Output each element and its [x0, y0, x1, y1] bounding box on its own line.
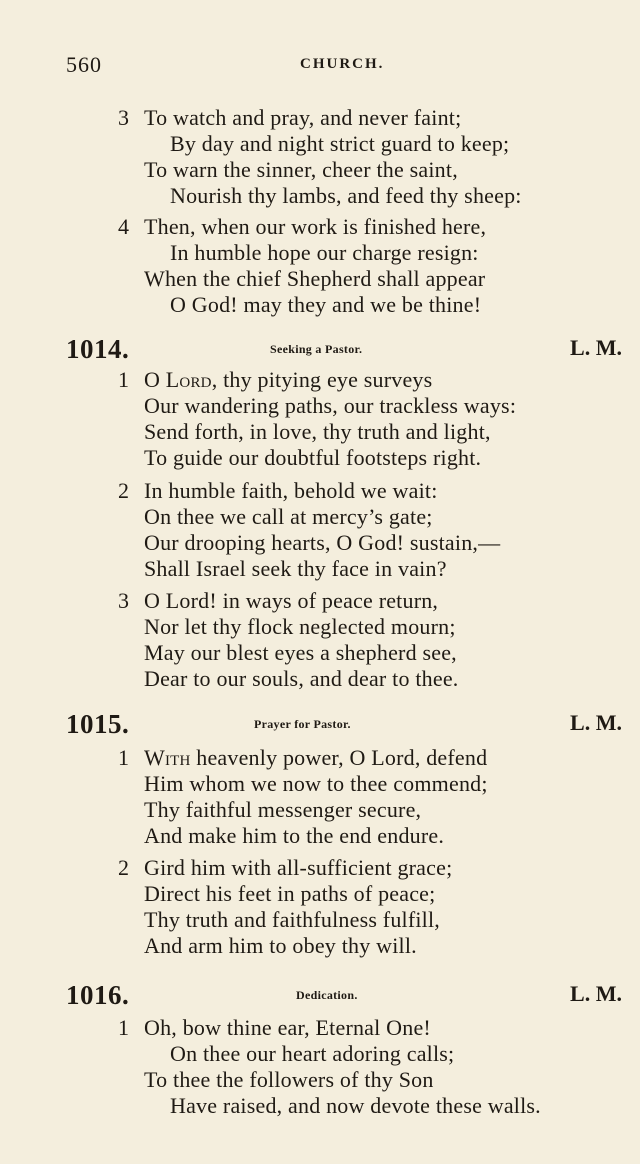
- verse-line-rest: heavenly power, O Lord, defend: [190, 745, 488, 770]
- verse-number: 2: [118, 855, 129, 880]
- verse-line: Our wandering paths, our trackless ways:: [144, 393, 517, 418]
- verse-line: O God! may they and we be thine!: [170, 292, 482, 317]
- verse-number: 3: [118, 588, 129, 613]
- verse-line: By day and night strict guard to keep;: [170, 131, 510, 156]
- hymn-meter: L. M.: [570, 710, 622, 735]
- hymn-number: 1016.: [66, 980, 130, 1010]
- verse-line: Our drooping hearts, O God! sustain,—: [144, 530, 501, 555]
- verse-number: 2: [118, 478, 129, 503]
- verse-line: Thy faithful messenger secure,: [144, 797, 422, 822]
- verse-line: Oh, bow thine ear, Eternal One!: [144, 1015, 431, 1040]
- verse-line: Thy truth and faithfulness fulfill,: [144, 907, 440, 932]
- verse-line: Him whom we now to thee commend;: [144, 771, 488, 796]
- verse-line: To thee the followers of thy Son: [144, 1067, 434, 1092]
- verse-line: To watch and pray, and never faint;: [144, 105, 462, 130]
- verse-line: [144, 367, 432, 393]
- verse-line: May our blest eyes a shepherd see,: [144, 640, 457, 665]
- verse-line: Then, when our work is finished here,: [144, 214, 487, 239]
- verse-lead-word: O Lord,: [144, 367, 218, 392]
- hymn-number: 1015.: [66, 709, 130, 739]
- verse-number: 1: [118, 367, 129, 392]
- hymn-header-1014: [66, 334, 622, 364]
- verse-line: Gird him with all-sufficient grace;: [144, 855, 453, 880]
- verse-line: Dear to our souls, and dear to thee.: [144, 666, 459, 691]
- verse-line: Shall Israel seek thy face in vain?: [144, 556, 447, 581]
- verse-line: Nourish thy lambs, and feed thy sheep:: [170, 183, 522, 208]
- hymn-meter: L. M.: [570, 981, 622, 1006]
- verse-line: And arm him to obey thy will.: [144, 933, 417, 958]
- verse-line: In humble faith, behold we wait:: [144, 478, 438, 503]
- hymn-number: 1014.: [66, 334, 130, 364]
- verse-line: To guide our doubtful footsteps right.: [144, 445, 482, 470]
- verse-line: On thee we call at mercy’s gate;: [144, 504, 433, 529]
- verse-line: Send forth, in love, thy truth and light,: [144, 419, 491, 444]
- verse-line-rest: thy pitying eye surveys: [217, 367, 433, 392]
- hymn-header-1015: [66, 709, 622, 739]
- page-number: 560: [66, 52, 102, 77]
- verse-line: And make him to the end endure.: [144, 823, 445, 848]
- verse-number: 4: [118, 214, 129, 239]
- verse-number: 3: [118, 105, 129, 130]
- hymn-header-1016: [66, 980, 622, 1010]
- verse-number: 1: [118, 745, 129, 770]
- hymn-title: Seeking a Pastor.: [270, 342, 363, 356]
- section-title: CHURCH.: [300, 56, 385, 72]
- verse-lead-word: With: [144, 745, 191, 770]
- verse-line: Nor let thy flock neglected mourn;: [144, 614, 456, 639]
- running-head: [66, 52, 600, 80]
- verse-line: When the chief Shepherd shall appear: [144, 266, 486, 291]
- verse-line: Have raised, and now devote these walls.: [170, 1093, 541, 1118]
- verse-line: O Lord! in ways of peace return,: [144, 588, 439, 613]
- verse-line: To warn the sinner, cheer the saint,: [144, 157, 458, 182]
- verse-line: On thee our heart adoring calls;: [170, 1041, 455, 1066]
- hymn-title: Dedication.: [296, 988, 358, 1002]
- verse-line: In humble hope our charge resign:: [170, 240, 479, 265]
- hymn-title: Prayer for Pastor.: [254, 717, 351, 731]
- hymn-meter: L. M.: [570, 335, 622, 360]
- verse-number: 1: [118, 1015, 129, 1040]
- verse-line: Direct his feet in paths of peace;: [144, 881, 436, 906]
- verse-line: [144, 745, 487, 771]
